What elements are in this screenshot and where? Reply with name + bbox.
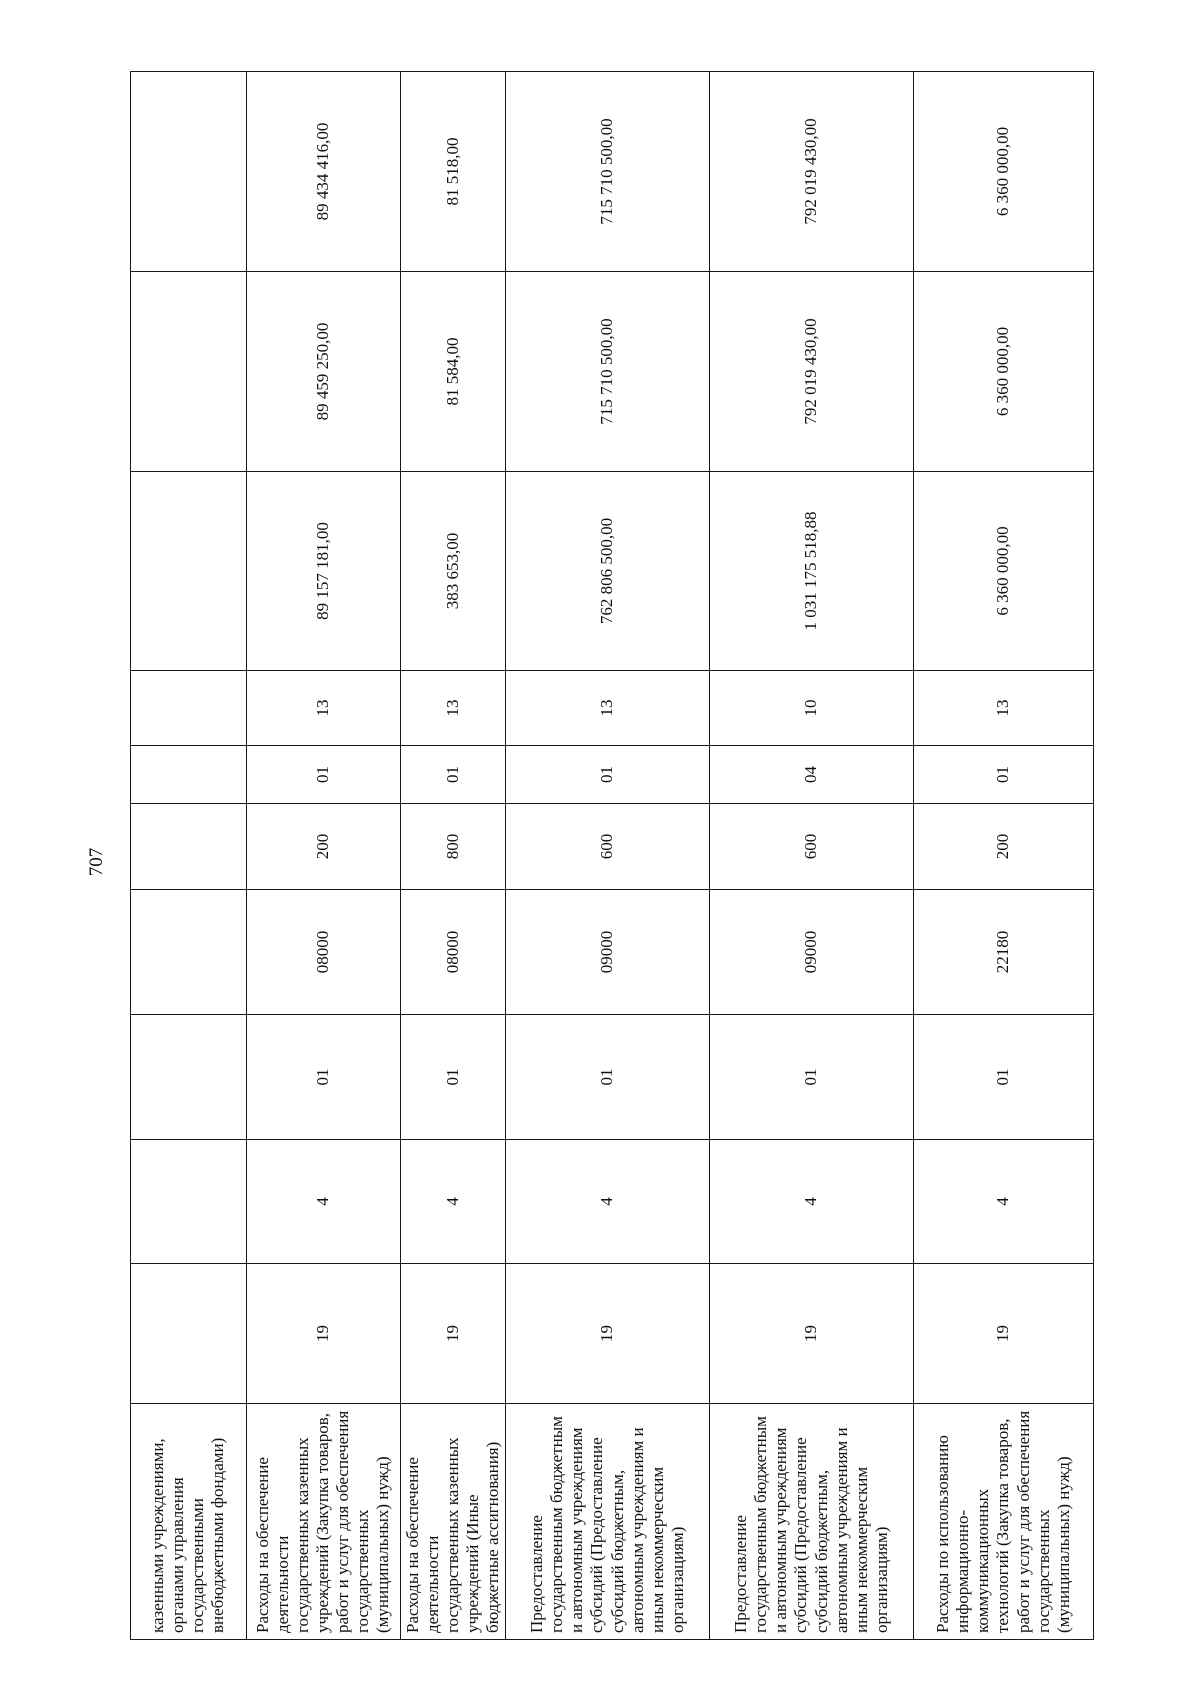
table-row — [710, 72, 914, 1640]
table-row — [400, 72, 505, 1640]
main-event-code: 01 — [914, 1015, 1094, 1140]
subprogram-code: 4 — [506, 1140, 710, 1264]
rotated-table-container — [130, 72, 1094, 1640]
page-number: 707 — [86, 847, 107, 877]
section-code: 01 — [246, 746, 400, 804]
gp-code: 19 — [506, 1264, 710, 1404]
amount-year-2: 81 584,00 — [400, 272, 505, 472]
expense-type-code: 200 — [246, 804, 400, 890]
section-code — [131, 746, 247, 804]
amount-year-3: 792 019 430,00 — [710, 72, 914, 272]
direction-code: 09000 — [710, 890, 914, 1015]
budget-table — [130, 71, 1094, 1640]
amount-year-3: 715 710 500,00 — [506, 72, 710, 272]
amount-year-1 — [131, 472, 247, 671]
subprogram-code — [131, 1140, 247, 1264]
direction-code: 08000 — [400, 890, 505, 1015]
amount-year-3 — [131, 72, 247, 272]
amount-year-1: 1 031 175 518,88 — [710, 472, 914, 671]
expense-type-code: 200 — [914, 804, 1094, 890]
amount-year-3: 81 518,00 — [400, 72, 505, 272]
table-row — [506, 72, 710, 1640]
gp-code — [131, 1264, 247, 1404]
main-event-code — [131, 1015, 247, 1140]
amount-year-3: 89 434 416,00 — [246, 72, 400, 272]
subsection-code: 10 — [710, 671, 914, 746]
table-row — [246, 72, 400, 1640]
gp-code: 19 — [914, 1264, 1094, 1404]
subprogram-code: 4 — [246, 1140, 400, 1264]
subprogram-code: 4 — [710, 1140, 914, 1264]
expense-type-code: 800 — [400, 804, 505, 890]
row-name: Предоставление государственным бюджетным и автономным учреждениям субсидий (Предоставление субсидий бюджетным, автономным учреждениям и иным некоммерческим организациям) — [506, 1404, 710, 1640]
row-name: Расходы по использованию информационно-коммуникационных технологий (Закупка товаров, работ и услуг для обеспечения государственных (муниципальных) нужд) — [914, 1404, 1094, 1640]
amount-year-2: 792 019 430,00 — [710, 272, 914, 472]
table-row — [131, 72, 247, 1640]
subsection-code: 13 — [506, 671, 710, 746]
row-name: Предоставление государственным бюджетным и автономным учреждениям субсидий (Предоставление субсидий бюджетным, автономным учреждениям и иным некоммерческим организациям) — [710, 1404, 914, 1640]
subprogram-code: 4 — [914, 1140, 1094, 1264]
subsection-code — [131, 671, 247, 746]
direction-code: 09000 — [506, 890, 710, 1015]
direction-code: 22180 — [914, 890, 1094, 1015]
amount-year-1: 89 157 181,00 — [246, 472, 400, 671]
section-code: 04 — [710, 746, 914, 804]
main-event-code: 01 — [710, 1015, 914, 1140]
amount-year-2: 6 360 000,00 — [914, 272, 1094, 472]
gp-code: 19 — [400, 1264, 505, 1404]
section-code: 01 — [914, 746, 1094, 804]
table-row — [914, 72, 1094, 1640]
row-name: Расходы на обеспечение деятельности государственных казенных учреждений (Иные бюджетные ассигнования) — [400, 1404, 505, 1640]
amount-year-2 — [131, 272, 247, 472]
gp-code: 19 — [710, 1264, 914, 1404]
amount-year-1: 6 360 000,00 — [914, 472, 1094, 671]
amount-year-1: 383 653,00 — [400, 472, 505, 671]
expense-type-code: 600 — [506, 804, 710, 890]
subsection-code: 13 — [246, 671, 400, 746]
direction-code: 08000 — [246, 890, 400, 1015]
subsection-code: 13 — [400, 671, 505, 746]
row-name: Расходы на обеспечение деятельности государственных казенных учреждений (Закупка товаров, работ и услуг для обеспечения государственных (муниципальных) нужд) — [246, 1404, 400, 1640]
section-code: 01 — [400, 746, 505, 804]
section-code: 01 — [506, 746, 710, 804]
expense-type-code: 600 — [710, 804, 914, 890]
main-event-code: 01 — [246, 1015, 400, 1140]
subsection-code: 13 — [914, 671, 1094, 746]
subprogram-code: 4 — [400, 1140, 505, 1264]
amount-year-3: 6 360 000,00 — [914, 72, 1094, 272]
main-event-code: 01 — [506, 1015, 710, 1140]
main-event-code: 01 — [400, 1015, 505, 1140]
direction-code — [131, 890, 247, 1015]
amount-year-2: 89 459 250,00 — [246, 272, 400, 472]
gp-code: 19 — [246, 1264, 400, 1404]
amount-year-2: 715 710 500,00 — [506, 272, 710, 472]
expense-type-code — [131, 804, 247, 890]
row-name: казенными учреждениями, органами управления государственными внебюджетными фондами) — [131, 1404, 247, 1640]
amount-year-1: 762 806 500,00 — [506, 472, 710, 671]
